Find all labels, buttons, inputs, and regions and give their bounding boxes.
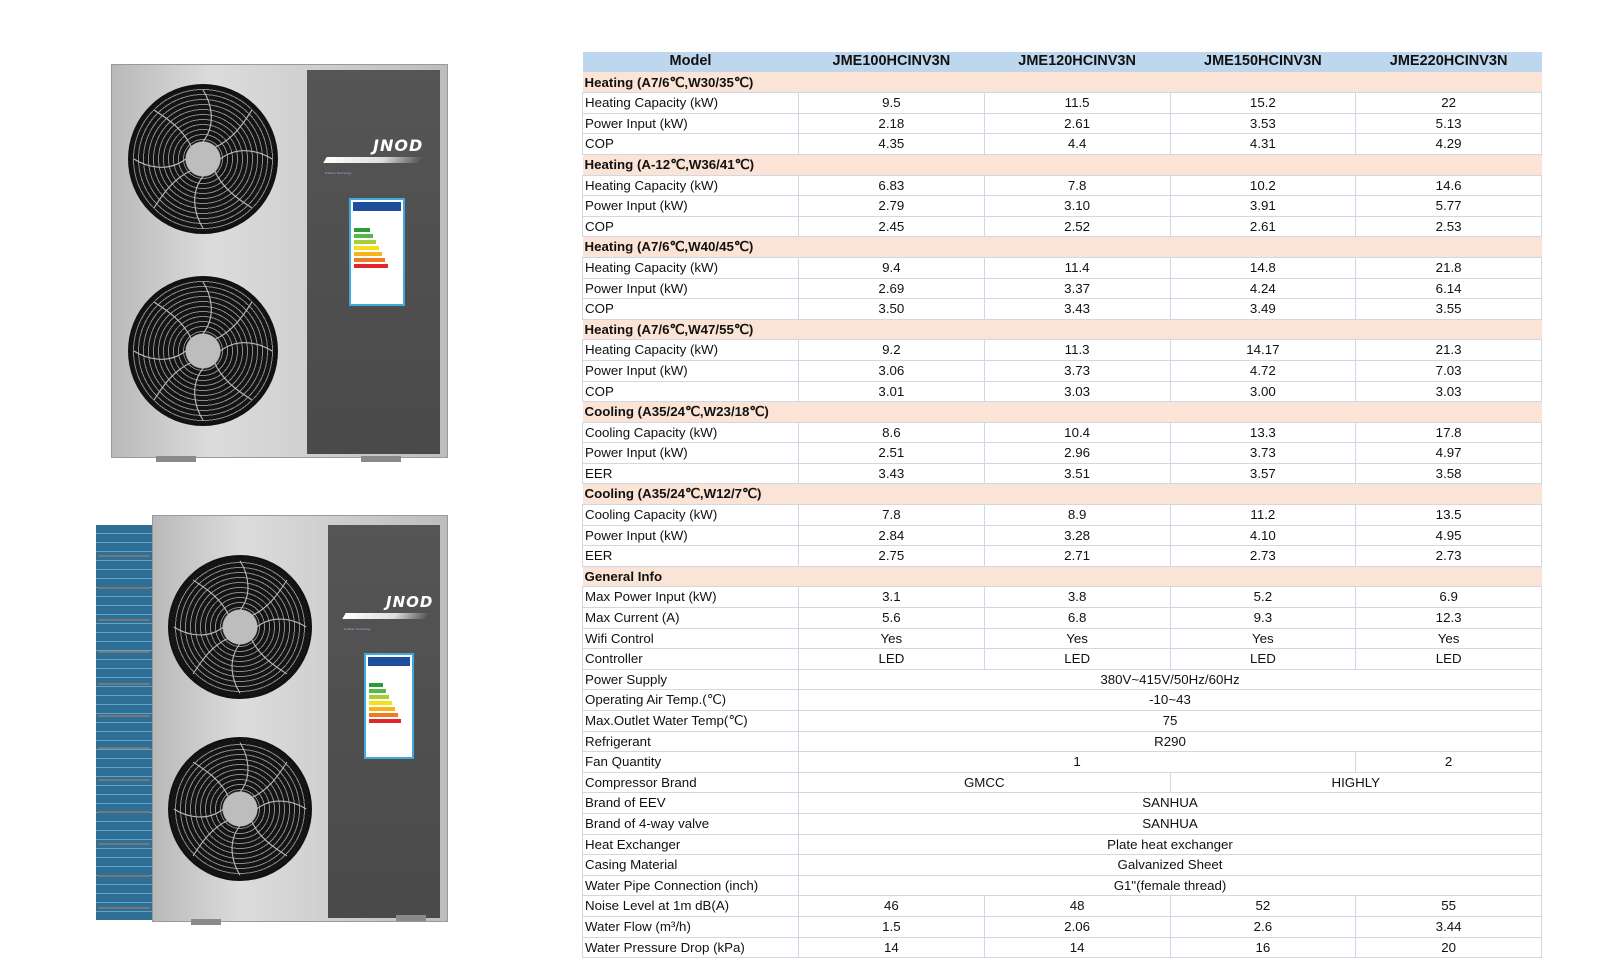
cell: 3.03: [1356, 381, 1542, 402]
row-label: Power Input (kW): [583, 443, 799, 464]
row-label: Compressor Brand: [583, 772, 799, 793]
table-row: [583, 463, 1542, 484]
cell: 2.51: [799, 443, 985, 464]
cell: 6.14: [1356, 278, 1542, 299]
cell: 14.8: [1170, 257, 1356, 278]
row-label: COP: [583, 216, 799, 237]
cell: 3.8: [984, 587, 1170, 608]
table-row: [583, 340, 1542, 361]
cell: 2.61: [984, 113, 1170, 134]
cell: 4.35: [799, 134, 985, 155]
section-title: Cooling (A35/24℃,W12/7℃): [583, 484, 1542, 505]
row-label: Max Power Input (kW): [583, 587, 799, 608]
row-label: Heating Capacity (kW): [583, 93, 799, 114]
cell: 3.51: [984, 463, 1170, 484]
cell: LED: [1356, 649, 1542, 670]
table-row: [583, 855, 1542, 876]
cell: 9.2: [799, 340, 985, 361]
table-row: [583, 690, 1542, 711]
section-heading-row: [583, 154, 1542, 175]
cell: 14: [984, 937, 1170, 958]
cell: 2.06: [984, 916, 1170, 937]
section-heading-row: [583, 319, 1542, 340]
cell: 21.3: [1356, 340, 1542, 361]
cell: 55: [1356, 896, 1542, 917]
cell: 1: [799, 752, 1356, 773]
section-title: Heating (A-12℃,W36/41℃): [583, 154, 1542, 175]
cell: 13.5: [1356, 505, 1542, 526]
row-label: COP: [583, 381, 799, 402]
row-label: Power Input (kW): [583, 278, 799, 299]
table-row: [583, 649, 1542, 670]
cell: 4.29: [1356, 134, 1542, 155]
cell: 4.31: [1170, 134, 1356, 155]
cell: 3.00: [1170, 381, 1356, 402]
table-row: [583, 257, 1542, 278]
brand-tagline: Endless Technology: [325, 171, 352, 175]
section-heading-row: [583, 484, 1542, 505]
fan-grille-icon: [128, 276, 278, 426]
table-row: [583, 896, 1542, 917]
cell: 2.79: [799, 196, 985, 217]
cell: LED: [984, 649, 1170, 670]
cell: 4.4: [984, 134, 1170, 155]
row-label: Cooling Capacity (kW): [583, 422, 799, 443]
cell: 3.10: [984, 196, 1170, 217]
row-label: COP: [583, 134, 799, 155]
table-row: [583, 546, 1542, 567]
cell: 8.9: [984, 505, 1170, 526]
cell: R290: [799, 731, 1542, 752]
table-row: [583, 525, 1542, 546]
row-label: Heating Capacity (kW): [583, 257, 799, 278]
header-jme220: JME220HCINV3N: [1356, 52, 1542, 72]
row-label: Max.Outlet Water Temp(℃): [583, 711, 799, 732]
brand-tagline: Endless Technology: [344, 627, 371, 631]
cell: 2.61: [1170, 216, 1356, 237]
cell: 9.4: [799, 257, 985, 278]
cell: 3.44: [1356, 916, 1542, 937]
row-label: Water Pipe Connection (inch): [583, 875, 799, 896]
cell: 3.1: [799, 587, 985, 608]
row-label: Casing Material: [583, 855, 799, 876]
cell: 75: [799, 711, 1542, 732]
row-label: Wifi Control: [583, 628, 799, 649]
cell: Plate heat exchanger: [799, 834, 1542, 855]
table-row: [583, 381, 1542, 402]
unit-side-grid: [98, 525, 150, 920]
brand-logo: JNOD: [373, 136, 424, 155]
table-row: [583, 216, 1542, 237]
cell: 4.95: [1356, 525, 1542, 546]
table-row: [583, 772, 1542, 793]
row-label: Heat Exchanger: [583, 834, 799, 855]
cell: LED: [1170, 649, 1356, 670]
cell: 2.73: [1356, 546, 1542, 567]
table-row: [583, 422, 1542, 443]
table-row: [583, 916, 1542, 937]
table-row: [583, 299, 1542, 320]
cell: 5.6: [799, 608, 985, 629]
table-row: [583, 669, 1542, 690]
cell: 1.5: [799, 916, 985, 937]
cell: 4.97: [1356, 443, 1542, 464]
row-label: Water Pressure Drop (kPa): [583, 937, 799, 958]
fan-grille-icon: [168, 737, 312, 881]
cell: 21.8: [1356, 257, 1542, 278]
heat-pump-front-image: [111, 64, 448, 466]
cell: 6.8: [984, 608, 1170, 629]
cell: 2.52: [984, 216, 1170, 237]
cell: 4.24: [1170, 278, 1356, 299]
cell: 3.53: [1170, 113, 1356, 134]
section-title: Heating (A7/6℃,W47/55℃): [583, 319, 1542, 340]
cell: 10.4: [984, 422, 1170, 443]
heat-pump-angled-image: [96, 515, 448, 928]
table-row: [583, 711, 1542, 732]
cell: 7.8: [799, 505, 985, 526]
section-heading-row: [583, 402, 1542, 423]
cell: 2.18: [799, 113, 985, 134]
header-jme120: JME120HCINV3N: [984, 52, 1170, 72]
cell: GMCC: [799, 772, 1171, 793]
cell: Yes: [1356, 628, 1542, 649]
cell: 3.37: [984, 278, 1170, 299]
cell: 11.4: [984, 257, 1170, 278]
unit-foot: [361, 456, 401, 462]
cell: 5.77: [1356, 196, 1542, 217]
cell: 14.17: [1170, 340, 1356, 361]
cell: 11.2: [1170, 505, 1356, 526]
cell: 7.03: [1356, 360, 1542, 381]
cell: 11.3: [984, 340, 1170, 361]
cell: 3.06: [799, 360, 985, 381]
cell: 11.5: [984, 93, 1170, 114]
row-label: Noise Level at 1m dB(A): [583, 896, 799, 917]
table-row: [583, 752, 1542, 773]
row-label: Heating Capacity (kW): [583, 340, 799, 361]
table-row: [583, 587, 1542, 608]
cell: 2.53: [1356, 216, 1542, 237]
cell: HIGHLY: [1170, 772, 1542, 793]
cell: 2.73: [1170, 546, 1356, 567]
cell: Yes: [799, 628, 985, 649]
table-row: [583, 134, 1542, 155]
table-row: [583, 813, 1542, 834]
cell: 3.57: [1170, 463, 1356, 484]
cell: 16: [1170, 937, 1356, 958]
table-row: [583, 628, 1542, 649]
row-label: Water Flow (m³/h): [583, 916, 799, 937]
cell: 5.13: [1356, 113, 1542, 134]
cell: 5.2: [1170, 587, 1356, 608]
section-heading-row: [583, 237, 1542, 258]
cell: 6.83: [799, 175, 985, 196]
cell: SANHUA: [799, 813, 1542, 834]
cell: 3.73: [984, 360, 1170, 381]
cell: 3.73: [1170, 443, 1356, 464]
row-label: Cooling Capacity (kW): [583, 505, 799, 526]
spec-table: [582, 52, 1542, 958]
cell: 3.49: [1170, 299, 1356, 320]
cell: 2.69: [799, 278, 985, 299]
section-title: Heating (A7/6℃,W40/45℃): [583, 237, 1542, 258]
cell: 13.3: [1170, 422, 1356, 443]
header-model: Model: [583, 52, 799, 72]
cell: 22: [1356, 93, 1542, 114]
cell: 3.43: [799, 463, 985, 484]
cell: 2.6: [1170, 916, 1356, 937]
section-title: Cooling (A35/24℃,W23/18℃): [583, 402, 1542, 423]
unit-foot: [156, 456, 196, 462]
row-label: Brand of EEV: [583, 793, 799, 814]
cell: 3.50: [799, 299, 985, 320]
cell: 7.8: [984, 175, 1170, 196]
cell: Yes: [1170, 628, 1356, 649]
cell: SANHUA: [799, 793, 1542, 814]
cell: 8.6: [799, 422, 985, 443]
header-jme150: JME150HCINV3N: [1170, 52, 1356, 72]
table-row: [583, 443, 1542, 464]
cell: 14: [799, 937, 985, 958]
section-title: General Info: [583, 566, 1542, 587]
row-label: COP: [583, 299, 799, 320]
cell: 20: [1356, 937, 1542, 958]
cell: 2: [1356, 752, 1542, 773]
table-row: [583, 793, 1542, 814]
cell: 17.8: [1356, 422, 1542, 443]
cell: 48: [984, 896, 1170, 917]
cell: 9.5: [799, 93, 985, 114]
energy-label-icon: [349, 198, 405, 306]
cell: 3.28: [984, 525, 1170, 546]
energy-label-icon: [364, 653, 414, 759]
table-row: [583, 93, 1542, 114]
brand-logo: JNOD: [386, 593, 434, 611]
row-label: EER: [583, 463, 799, 484]
table-row: [583, 608, 1542, 629]
row-label: Refrigerant: [583, 731, 799, 752]
section-title: Heating (A7/6℃,W30/35℃): [583, 72, 1542, 93]
cell: 3.91: [1170, 196, 1356, 217]
table-row: [583, 360, 1542, 381]
cell: 380V~415V/50Hz/60Hz: [799, 669, 1542, 690]
table-row: [583, 875, 1542, 896]
cell: 2.75: [799, 546, 985, 567]
table-row: [583, 834, 1542, 855]
row-label: Power Input (kW): [583, 360, 799, 381]
cell: G1"(female thread): [799, 875, 1542, 896]
fan-grille-icon: [128, 84, 278, 234]
table-row: [583, 505, 1542, 526]
cell: 52: [1170, 896, 1356, 917]
cell: LED: [799, 649, 985, 670]
cell: 4.10: [1170, 525, 1356, 546]
header-jme100: JME100HCINV3N: [799, 52, 985, 72]
row-label: Power Input (kW): [583, 196, 799, 217]
cell: 2.96: [984, 443, 1170, 464]
table-row: [583, 196, 1542, 217]
cell: 3.01: [799, 381, 985, 402]
row-label: Brand of 4-way valve: [583, 813, 799, 834]
section-heading-row: [583, 566, 1542, 587]
table-row: [583, 175, 1542, 196]
unit-foot: [396, 915, 426, 921]
cell: 14.6: [1356, 175, 1542, 196]
cell: Yes: [984, 628, 1170, 649]
fan-grille-icon: [168, 555, 312, 699]
row-label: Power Input (kW): [583, 113, 799, 134]
cell: 3.55: [1356, 299, 1542, 320]
unit-foot: [191, 919, 221, 925]
table-row: [583, 731, 1542, 752]
cell: 46: [799, 896, 985, 917]
cell: 2.84: [799, 525, 985, 546]
cell: 10.2: [1170, 175, 1356, 196]
row-label: Max Current (A): [583, 608, 799, 629]
table-row: [583, 937, 1542, 958]
cell: 12.3: [1356, 608, 1542, 629]
row-label: Controller: [583, 649, 799, 670]
brand-swoosh-icon: [323, 157, 422, 163]
cell: 6.9: [1356, 587, 1542, 608]
row-label: Operating Air Temp.(℃): [583, 690, 799, 711]
cell: Galvanized Sheet: [799, 855, 1542, 876]
section-heading-row: [583, 72, 1542, 93]
cell: 15.2: [1170, 93, 1356, 114]
row-label: Power Supply: [583, 669, 799, 690]
row-label: EER: [583, 546, 799, 567]
row-label: Fan Quantity: [583, 752, 799, 773]
cell: -10~43: [799, 690, 1542, 711]
table-row: [583, 278, 1542, 299]
cell: 2.45: [799, 216, 985, 237]
cell: 3.58: [1356, 463, 1542, 484]
cell: 9.3: [1170, 608, 1356, 629]
table-header-row: [583, 52, 1542, 72]
brand-swoosh-icon: [342, 613, 429, 619]
cell: 3.43: [984, 299, 1170, 320]
cell: 2.71: [984, 546, 1170, 567]
table-row: [583, 113, 1542, 134]
row-label: Power Input (kW): [583, 525, 799, 546]
cell: 4.72: [1170, 360, 1356, 381]
row-label: Heating Capacity (kW): [583, 175, 799, 196]
cell: 3.03: [984, 381, 1170, 402]
